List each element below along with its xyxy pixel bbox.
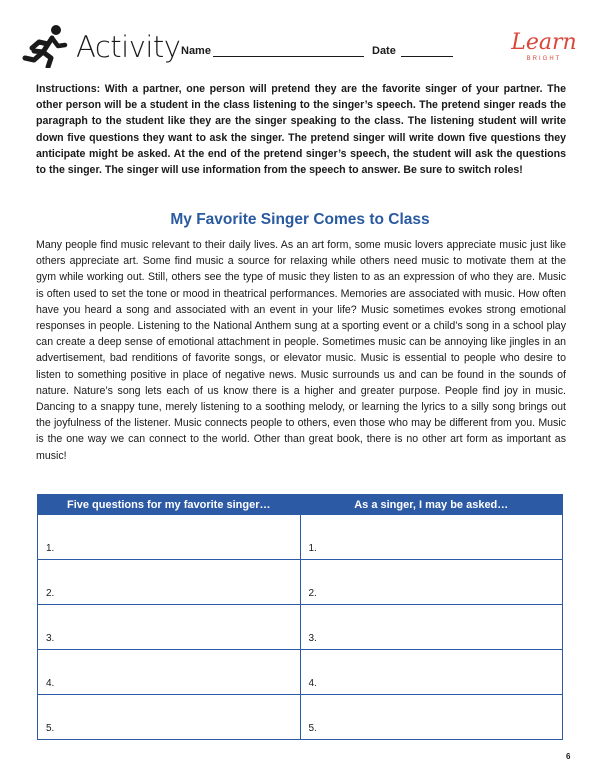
name-field[interactable]	[213, 56, 364, 57]
answer-cell[interactable]: 4.	[38, 650, 301, 695]
page-number: 6	[566, 752, 571, 761]
answer-cell[interactable]: 1.	[300, 515, 563, 560]
activity-title: Activity	[76, 30, 181, 64]
answer-cell[interactable]: 5.	[38, 695, 301, 740]
answer-cell[interactable]: 3.	[38, 605, 301, 650]
table-row	[38, 515, 563, 560]
learn-bright-logo	[508, 30, 580, 66]
reading-passage: Many people find music relevant to their daily lives. As an art form, some music lovers appreciate music just like others appreciate art. Some find music a source for relaxing while others need music to motivate them at the gym while working out. Still, others see the type of music they listen to as an expression of who they are. Music is often used to set the tone or mood in theatrical performances. Memories are associated with music. How often have you heard a song and associated with an event in your life? Music sometimes evokes strong emotional responses in people. Listening to the National Anthem sung at a sporting event or a child’s song in a school play can create a deep sense of emotional attachment in people. Sometimes music can be annoying like jingles in an advertisement, bad renditions of favorite songs, or elevator music. Music is essential to people who desire to listen to something positive in place of negative news. Music surrounds us and can be found in the sounds of nature. Nature’s song lets each of us know there is a higher and greater purpose. People find joy in music. Dancing to a snappy tune, merely listening to a soothing melody, or learning the lyrics to a silly song brings out the joyfulness of the listener. Music connects people to others, even those who may be different from you. Music is the one way we can connect to the world. Other than great book, there is no other art form as important as music!	[36, 239, 566, 462]
answer-cell[interactable]: 1.	[38, 515, 301, 560]
table-row	[38, 650, 563, 695]
answer-cell[interactable]: 3.	[300, 605, 563, 650]
answer-cell[interactable]: 2.	[300, 560, 563, 605]
column-header-student-questions: Five questions for my favorite singer…	[38, 495, 301, 515]
date-label: Date	[372, 45, 396, 57]
running-person-icon	[22, 24, 68, 68]
table-row	[38, 695, 563, 740]
page-header	[0, 0, 600, 80]
answer-cell[interactable]: 4.	[300, 650, 563, 695]
instructions-text: Instructions: With a partner, one person will pretend they are the favorite singer of your partner. The other person will be a student in the class listening to the singer’s speech. The pretend singer reads the paragraph to the student like they are the singer speaking to the class. The listening student will write down five questions they want to ask the singer. The pretend singer will write down five questions they anticipate might be asked. At the end of the pretend singer’s speech, the student will ask the questions to the singer. The singer will use information from the speech to answer. Be sure to switch roles!	[36, 83, 566, 177]
answer-cell[interactable]: 2.	[38, 560, 301, 605]
table-row	[38, 560, 563, 605]
column-header-singer-questions: As a singer, I may be asked…	[300, 495, 563, 515]
date-field[interactable]	[401, 56, 453, 57]
name-label: Name	[181, 45, 211, 57]
logo-text: Learn	[511, 30, 577, 55]
answer-cell[interactable]: 5.	[300, 695, 563, 740]
table-header-row	[38, 495, 563, 515]
table-row	[38, 605, 563, 650]
logo-subtext: BRIGHT	[526, 56, 562, 62]
section-title: My Favorite Singer Comes to Class	[170, 211, 430, 228]
questions-table	[37, 494, 563, 740]
